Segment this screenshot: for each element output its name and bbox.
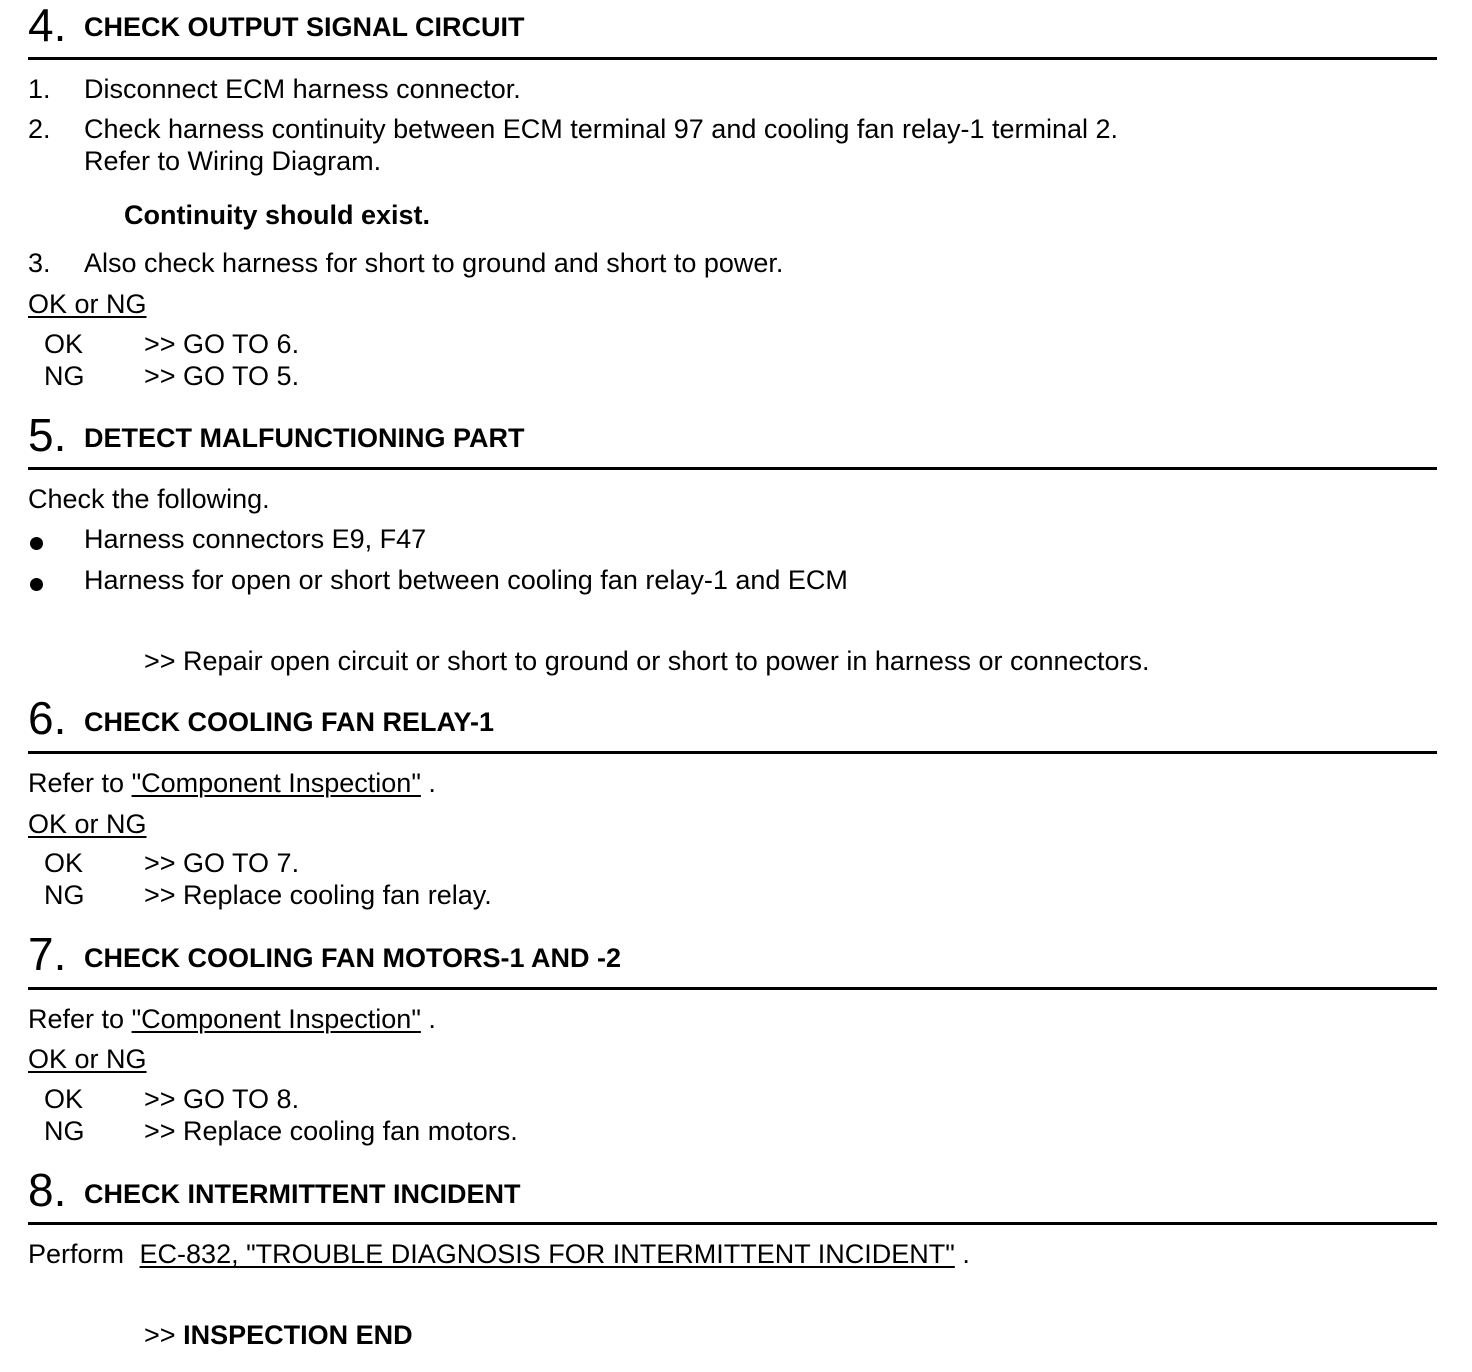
section-divider xyxy=(28,751,1437,754)
result-ok-action: >> GO TO 8. xyxy=(144,1084,300,1114)
refer-line xyxy=(28,1003,436,1035)
bullet-icon xyxy=(30,537,43,550)
period: . xyxy=(428,768,436,798)
refer-text: Refer to xyxy=(28,768,125,798)
section-title-5: DETECT MALFUNCTIONING PART xyxy=(84,423,525,453)
period: . xyxy=(962,1239,970,1269)
section-divider xyxy=(28,1222,1437,1225)
component-inspection-link[interactable]: "Component Inspection" xyxy=(131,1004,421,1034)
refer-line xyxy=(28,767,436,799)
list-number: 2. xyxy=(28,114,51,144)
section-divider xyxy=(28,57,1437,60)
arrow-text: >> xyxy=(144,1320,176,1350)
section-title-6: CHECK COOLING FAN RELAY-1 xyxy=(84,707,495,737)
period: . xyxy=(428,1004,436,1034)
result-ok-label: OK xyxy=(44,1084,84,1114)
list-number: 3. xyxy=(28,248,51,278)
refer-text: Refer to xyxy=(28,1004,125,1034)
intro-text: Check the following. xyxy=(28,484,270,514)
step-number-6: 6. xyxy=(28,692,67,744)
result-ok-action: >> GO TO 7. xyxy=(144,848,300,878)
result-ok-action: >> GO TO 6. xyxy=(144,329,300,359)
perform-text: Perform xyxy=(28,1239,125,1269)
result-ng-label: NG xyxy=(44,361,85,391)
list-number: 1. xyxy=(28,74,51,104)
section-divider xyxy=(28,987,1437,990)
step-number-8: 8. xyxy=(28,1164,67,1216)
inspection-end-text: INSPECTION END xyxy=(183,1320,413,1350)
intermittent-incident-link[interactable]: EC-832, "TROUBLE DIAGNOSIS FOR INTERMITTENT INCIDENT" xyxy=(139,1239,955,1269)
section-title-4: CHECK OUTPUT SIGNAL CIRCUIT xyxy=(84,12,525,42)
perform-line xyxy=(28,1238,970,1270)
section-divider xyxy=(28,467,1437,470)
list-item: Harness connectors E9, F47 xyxy=(84,524,427,554)
ok-ng-heading: OK or NG xyxy=(28,1044,147,1074)
ok-ng-heading: OK or NG xyxy=(28,289,147,319)
list-item: Check harness continuity between ECM terminal 97 and cooling fan relay-1 terminal 2. xyxy=(84,114,1119,144)
result-ng-label: NG xyxy=(44,1116,85,1146)
inspection-end-line xyxy=(144,1319,413,1351)
result-ng-action: >> Replace cooling fan relay. xyxy=(144,880,492,910)
result-ng-action: >> Replace cooling fan motors. xyxy=(144,1116,518,1146)
step-number-4: 4. xyxy=(28,0,67,51)
component-inspection-link[interactable]: "Component Inspection" xyxy=(131,768,421,798)
result-ng-label: NG xyxy=(44,880,85,910)
section-title-8: CHECK INTERMITTENT INCIDENT xyxy=(84,1179,521,1209)
step-number-5: 5. xyxy=(28,409,67,461)
list-item-continuation: Refer to Wiring Diagram. xyxy=(84,146,382,176)
result-ng-action: >> GO TO 5. xyxy=(144,361,300,391)
bullet-icon xyxy=(30,578,43,591)
list-item: Disconnect ECM harness connector. xyxy=(84,74,521,104)
section-title-7: CHECK COOLING FAN MOTORS-1 AND -2 xyxy=(84,943,622,973)
result-ok-label: OK xyxy=(44,329,84,359)
specification: Continuity should exist. xyxy=(124,200,431,230)
result-action: >> Repair open circuit or short to ground or short to power in harness or connectors. xyxy=(144,646,1150,676)
list-item: Also check harness for short to ground and short to power. xyxy=(84,248,784,278)
ok-ng-heading: OK or NG xyxy=(28,809,147,839)
list-item: Harness for open or short between cooling fan relay-1 and ECM xyxy=(84,565,848,595)
step-number-7: 7. xyxy=(28,928,67,980)
result-ok-label: OK xyxy=(44,848,84,878)
